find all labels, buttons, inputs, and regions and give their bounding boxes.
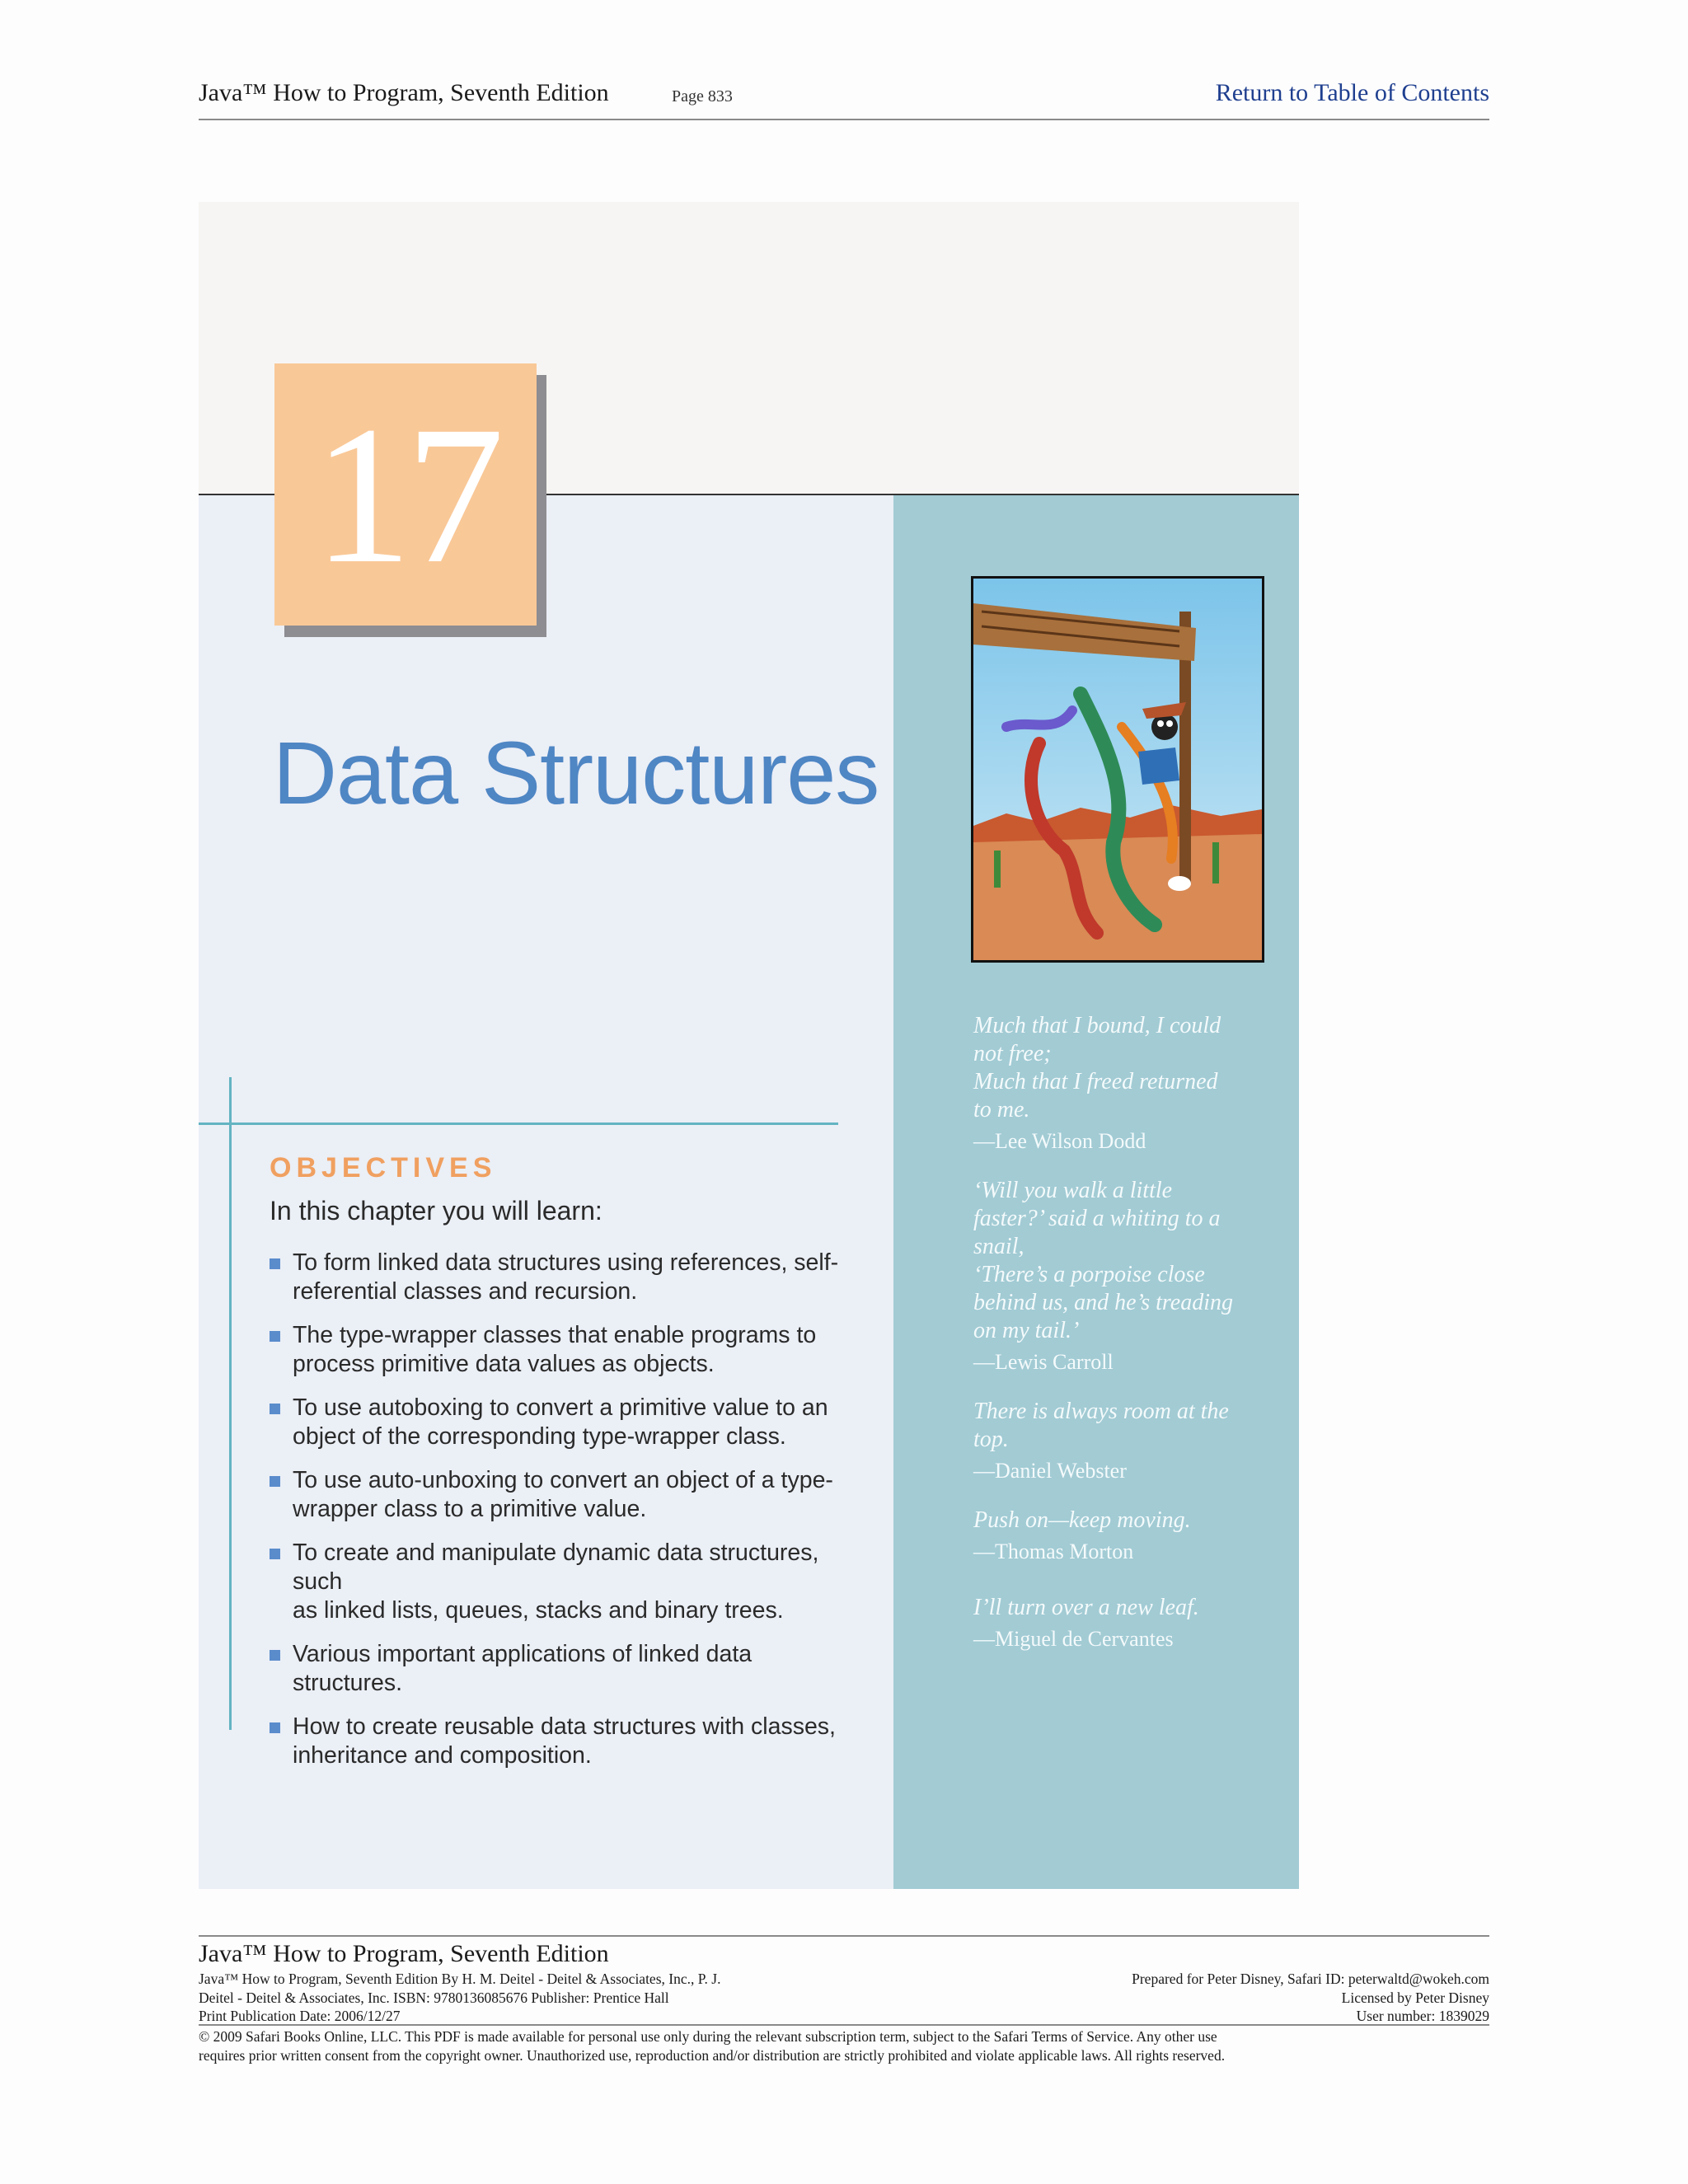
objectives-list bbox=[270, 1249, 863, 1785]
objective-item: How to create reusable data structures with classes, inheritance and composition. bbox=[270, 1713, 863, 1770]
epigraph-quotes bbox=[973, 1012, 1262, 1675]
page-header bbox=[199, 77, 1489, 120]
square-bullet-icon bbox=[270, 1404, 280, 1414]
objective-item: To use auto-unboxing to convert an object of a type- wrapper class to a primitive value. bbox=[270, 1466, 863, 1524]
square-bullet-icon bbox=[270, 1650, 280, 1661]
objective-item: To use autoboxing to convert a primitive value to an object of the corresponding type-wrapper class. bbox=[270, 1394, 863, 1451]
page-footer bbox=[199, 1935, 1489, 2065]
footer-book-title: Java™ How to Program, Seventh Edition bbox=[199, 1940, 609, 1967]
square-bullet-icon bbox=[270, 1549, 280, 1559]
chapter-opener bbox=[199, 202, 1299, 1889]
footer-license-info: Prepared for Peter Disney, Safari ID: peterwaltd@wokeh.com Licensed by Peter Disney User number: 1839029 bbox=[1132, 1971, 1489, 2024]
chapter-number: 17 bbox=[274, 363, 537, 626]
quote-author: —Lewis Carroll bbox=[973, 1350, 1114, 1374]
footer-publication-info: Java™ How to Program, Seventh Edition By H. M. Deitel - Deitel & Associates, Inc., P. J. Deitel - Deitel & Associates, Inc. ISBN: 9780136085676 Publisher: Prentice Hall Print Publication Date: 2006/12/27 bbox=[199, 1971, 721, 2024]
objectives-heading: OBJECTIVES bbox=[270, 1152, 497, 1183]
header-book-title: Java™ How to Program, Seventh Edition bbox=[199, 79, 609, 106]
square-bullet-icon bbox=[270, 1258, 280, 1269]
quote-block: Push on—keep moving. —Thomas Morton bbox=[973, 1507, 1262, 1566]
square-bullet-icon bbox=[270, 1331, 280, 1342]
objective-item: Various important applications of linked data structures. bbox=[270, 1640, 863, 1698]
quote-block: Much that I bound, I could not free; Much that I freed returned to me. —Lee Wilson Dodd bbox=[973, 1012, 1262, 1155]
objectives-vertical-rule bbox=[229, 1077, 232, 1730]
quote-author: —Lee Wilson Dodd bbox=[973, 1129, 1146, 1153]
quote-author: —Miguel de Cervantes bbox=[973, 1627, 1174, 1651]
quote-block: There is always room at the top. —Daniel Webster bbox=[973, 1398, 1262, 1485]
return-to-toc-link[interactable]: Return to Table of Contents bbox=[1215, 79, 1489, 106]
footer-info bbox=[199, 1970, 1489, 2044]
chapter-title: Data Structures bbox=[273, 723, 879, 823]
chapter-illustration bbox=[971, 576, 1264, 963]
objectives-horizontal-rule bbox=[199, 1122, 838, 1125]
square-bullet-icon bbox=[270, 1476, 280, 1487]
objective-item: The type-wrapper classes that enable programs to process primitive data values as objects. bbox=[270, 1321, 863, 1379]
header-page-number: Page 833 bbox=[672, 87, 733, 105]
quote-block: ‘Will you walk a little faster?’ said a whiting to a snail, ‘There’s a porpoise close behind us, and he’s treading on my tail.’ —Lewis Carroll bbox=[973, 1177, 1262, 1376]
footer-copyright: © 2009 Safari Books Online, LLC. This PDF is made available for personal use only during the relevant subscription term, subject to the Safari Terms of Service. Any other use requires prior written consent from the copyright owner. Unauthorized use, reproduction and/or distribution are strictly prohibited and violate applicable laws. All rights reserved. bbox=[199, 2024, 1489, 2065]
objective-item: To create and manipulate dynamic data structures, such as linked lists, queues, stacks and binary trees. bbox=[270, 1539, 863, 1625]
objectives-intro: In this chapter you will learn: bbox=[270, 1196, 603, 1226]
quote-author: —Daniel Webster bbox=[973, 1459, 1127, 1483]
quote-author: —Thomas Morton bbox=[973, 1540, 1134, 1563]
quote-block: I’ll turn over a new leaf. —Miguel de Cervantes bbox=[973, 1594, 1262, 1653]
objective-item: To form linked data structures using references, self- referential classes and recursion. bbox=[270, 1249, 863, 1306]
square-bullet-icon bbox=[270, 1722, 280, 1733]
